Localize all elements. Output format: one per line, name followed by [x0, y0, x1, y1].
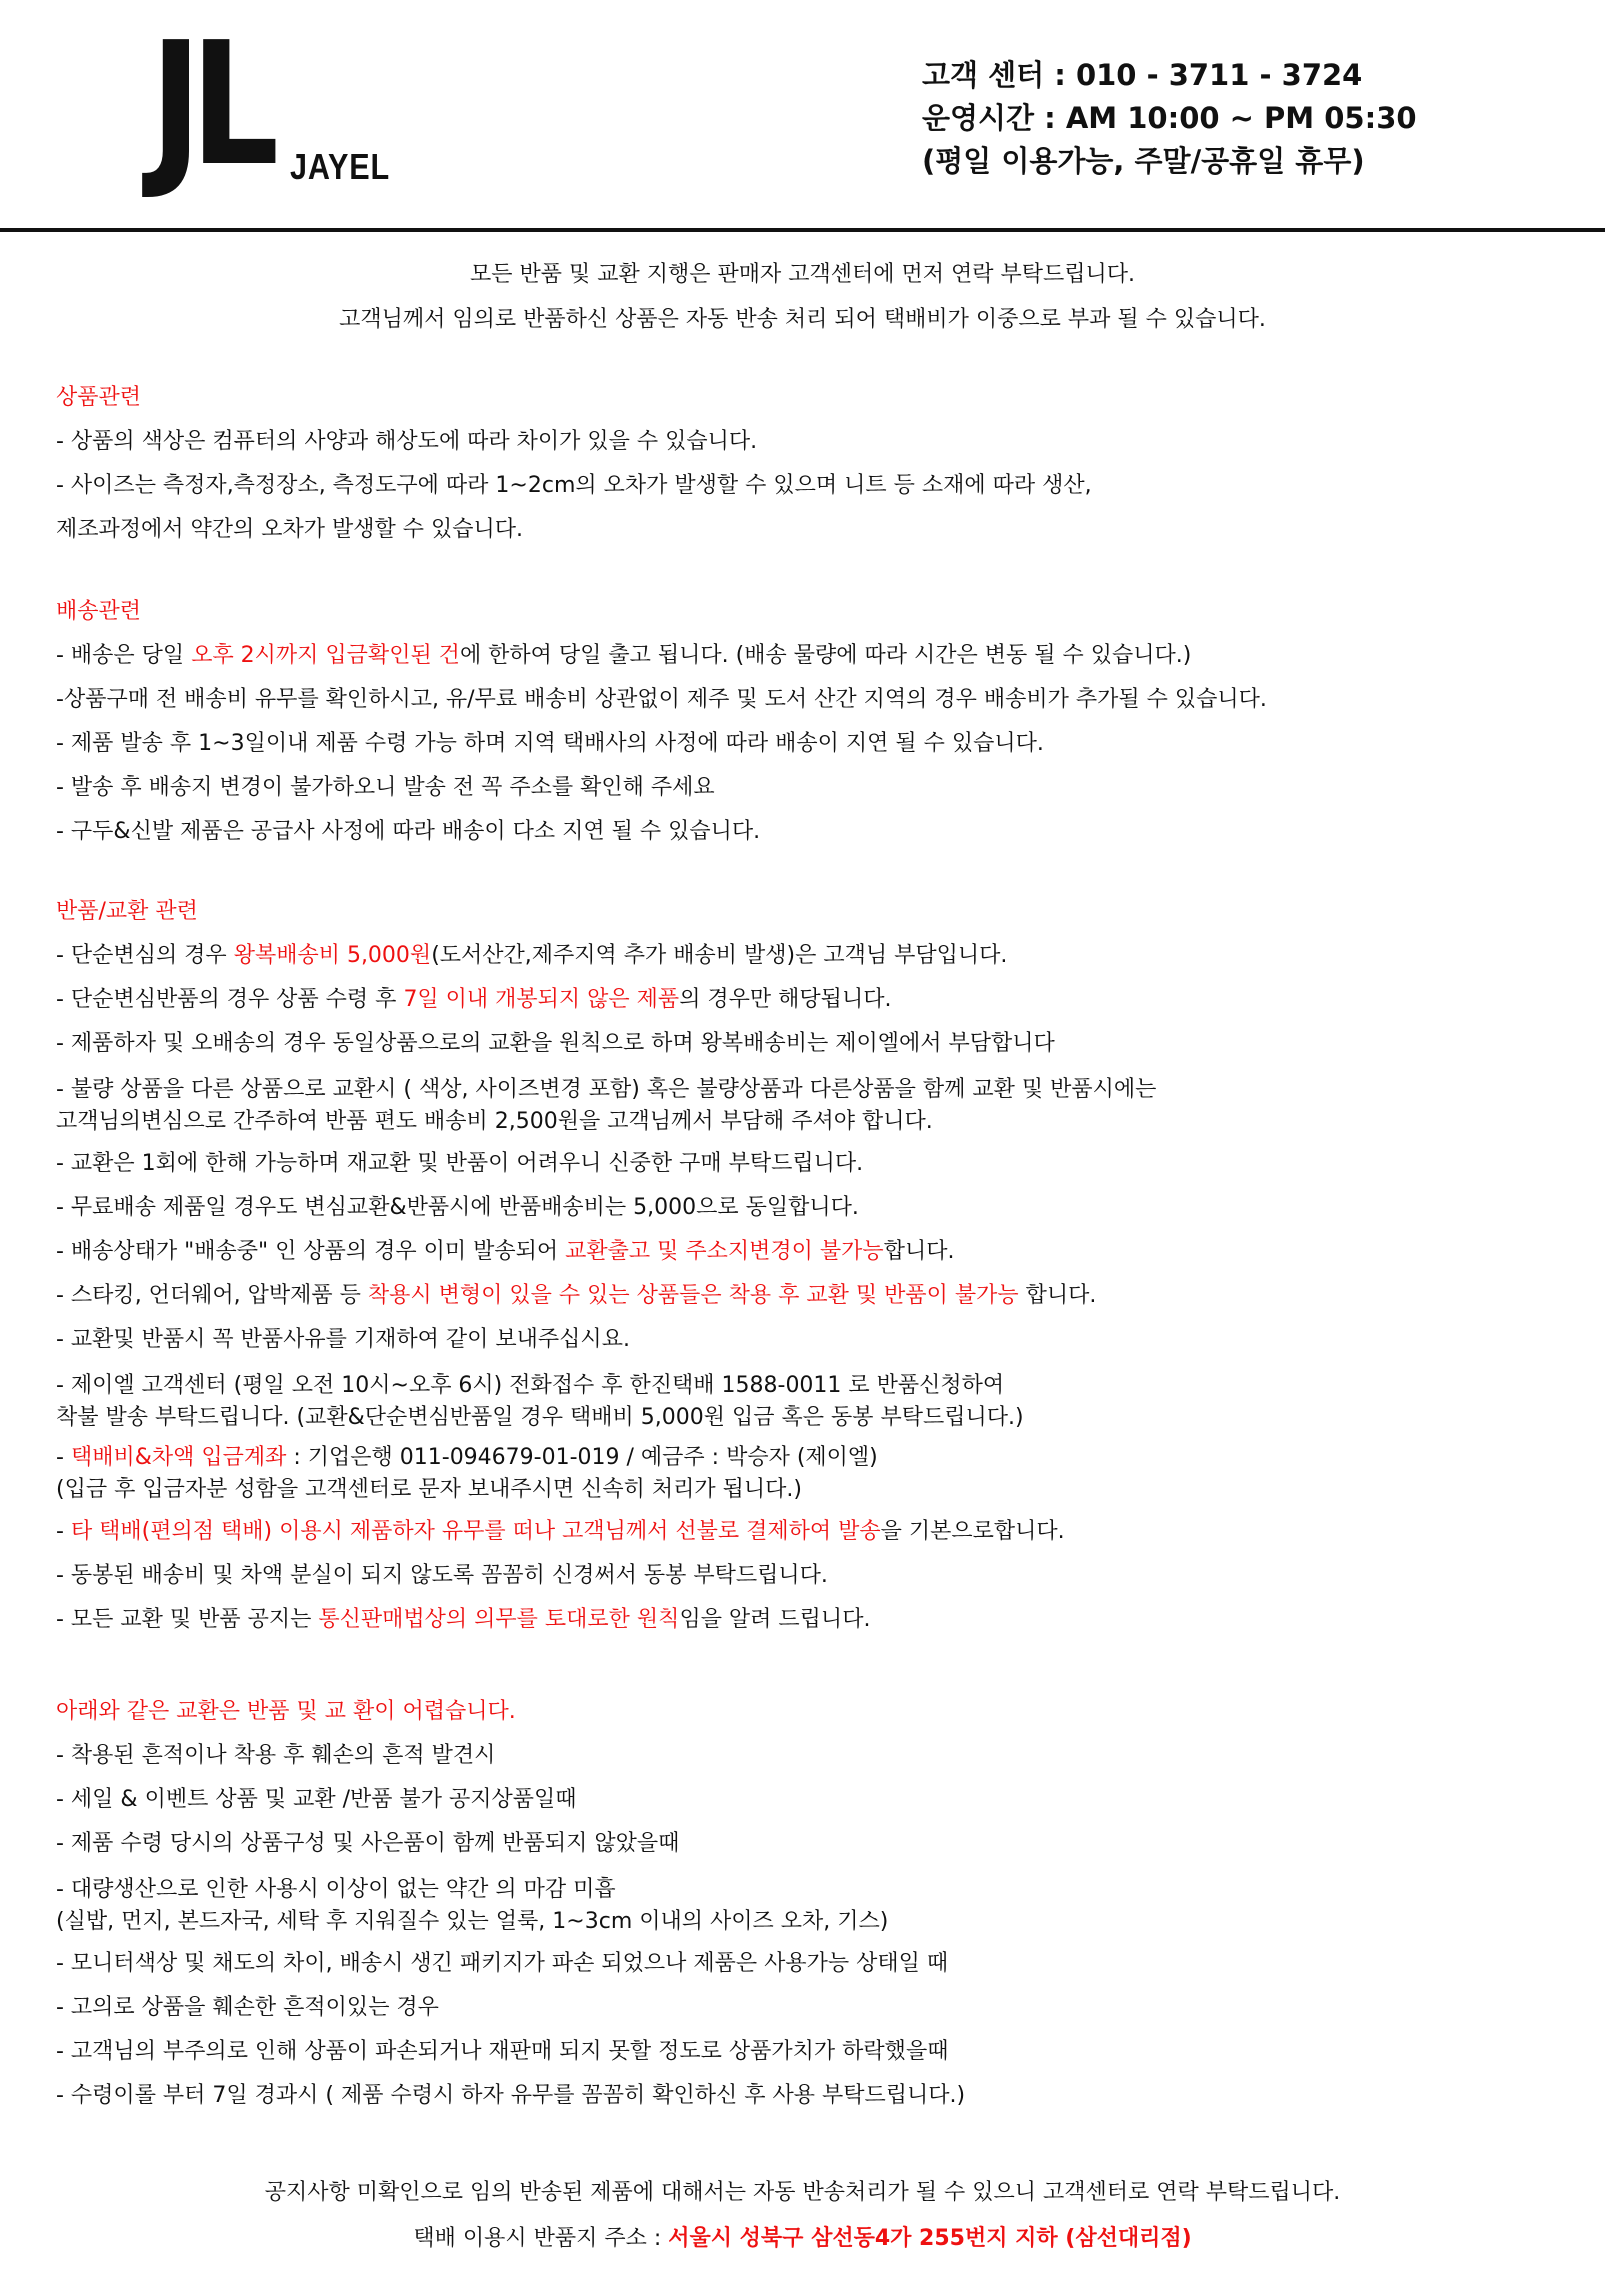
- product-section: [56, 376, 1576, 552]
- notice-line: - 단순변심의 경우 왕복배송비 5,000원(도서산간,제주지역 추가 배송비 발생)은 고객님 부담입니다.: [56, 943, 1008, 968]
- returns-section: [56, 890, 1576, 1642]
- notice-line: - 구두&신발 제품은 공급사 사정에 따라 배송이 다소 지연 될 수 있습니다.: [56, 819, 761, 844]
- logo-mark: JL: [150, 6, 268, 204]
- highlight-text: 7일 이내 개봉되지 않은 제품: [403, 987, 680, 1012]
- notice-line: - 고객님의 부주의로 인해 상품이 파손되거나 재판매 되지 못할 정도로 상품가치가 하락했을때: [56, 2039, 949, 2064]
- highlight-text: 왕복배송비 5,000원: [233, 943, 432, 968]
- highlight-text: 착용시 변형이 있을 수 있는 상품들은 착용 후 교환 및 반품이 불가능: [367, 1283, 1019, 1308]
- notice-line: - 발송 후 배송지 변경이 불가하오니 발송 전 꼭 주소를 확인해 주세요: [56, 775, 715, 800]
- return-address: 서울시 성북구 삼선동4가 255번지 지하 (삼선대리점): [668, 2226, 1192, 2251]
- shipping-section: [56, 590, 1576, 854]
- notice-line: - 단순변심반품의 경우 상품 수령 후 7일 이내 개봉되지 않은 제품의 경우만 해당됩니다.: [56, 987, 892, 1012]
- header-divider: [0, 228, 1605, 232]
- notice-line: - 사이즈는 측정자,측정장소, 측정도구에 따라 1~2cm의 오차가 발생할 수 있으며 니트 등 소재에 따라 생산,: [56, 473, 1092, 498]
- outro-line: 공지사항 미확인으로 임의 반송된 제품에 대해서는 자동 반송처리가 될 수 있으니 고객센터로 연락 부탁드립니다.: [264, 2180, 1341, 2205]
- notice-line: - 수령이롤 부터 7일 경과시 ( 제품 수령시 하자 유무를 꼼꼼히 확인하신 후 사용 부탁드립니다.): [56, 2083, 966, 2108]
- header: [0, 0, 1605, 232]
- notice-line: - 세일 & 이벤트 상품 및 교환 /반품 불가 공지상품일때: [56, 1787, 577, 1812]
- notice-line: - 배송상태가 "배송중" 인 상품의 경우 이미 발송되어 교환출고 및 주소지변경이 불가능합니다.: [56, 1239, 955, 1264]
- highlight-text: 타 택배(편의점 택배) 이용시 제품하자 유무를 떠나 고객님께서 선불로 결제하여 발송: [70, 1519, 881, 1544]
- non-returnable-section: [56, 1690, 1576, 2118]
- notice-line: 제조과정에서 약간의 오차가 발생할 수 있습니다.: [56, 517, 524, 542]
- highlight-text: 택배비&차액 입금계좌: [70, 1445, 287, 1470]
- notice-line: - 제이엘 고객센터 (평일 오전 10시~오후 6시) 전화접수 후 한진택배 1588-0011 로 반품신청하여: [56, 1373, 1005, 1398]
- notice-line: 고객님의변심으로 간주하여 반품 편도 배송비 2,500원을 고객님께서 부담해 주셔야 합니다.: [56, 1109, 933, 1134]
- logo-wordmark: JAYEL: [290, 146, 391, 187]
- notice-line: (입금 후 입금자분 성함을 고객센터로 문자 보내주시면 신속히 처리가 됩니다.): [56, 1477, 802, 1502]
- section-title: 상품관련: [56, 385, 142, 410]
- operating-hours: 운영시간 : AM 10:00 ~ PM 05:30: [922, 101, 1417, 135]
- section-title: 반품/교환 관련: [56, 899, 198, 924]
- highlight-text: 오후 2시까지 입금확인된 건: [191, 643, 460, 668]
- customer-center-phone: 고객 센터 : 010 - 3711 - 3724: [922, 58, 1363, 92]
- notice-line: - 상품의 색상은 컴퓨터의 사양과 해상도에 따라 차이가 있을 수 있습니다.: [56, 429, 758, 454]
- notice-line: (실밥, 먼지, 본드자국, 세탁 후 지워질수 있는 얼룩, 1~3cm 이내의 사이즈 오차, 기스): [56, 1909, 889, 1934]
- notice-line: - 배송은 당일 오후 2시까지 입금확인된 건에 한하여 당일 출고 됩니다. (배송 물량에 따라 시간은 변동 될 수 있습니다.): [56, 643, 1192, 668]
- notice-line: - 제품 발송 후 1~3일이내 제품 수령 가능 하며 지역 택배사의 사정에 따라 배송이 지연 될 수 있습니다.: [56, 731, 1044, 756]
- bank-account-line: - 택배비&차액 입금계좌 : 기업은행 011-094679-01-019 / 예금주 : 박승자 (제이엘): [56, 1445, 878, 1470]
- notice-line: - 타 택배(편의점 택배) 이용시 제품하자 유무를 떠나 고객님께서 선불로 결제하여 발송을 기본으로합니다.: [56, 1519, 1065, 1544]
- closing-notice: [0, 2170, 1605, 2262]
- notice-line: - 모니터색상 및 채도의 차이, 배송시 생긴 패키지가 파손 되었으나 제품은 사용가능 상태일 때: [56, 1951, 949, 1976]
- operating-days-note: (평일 이용가능, 주말/공휴일 휴무): [922, 144, 1365, 178]
- intro-line: 고객님께서 임의로 반품하신 상품은 자동 반송 처리 되어 택배비가 이중으로 부과 될 수 있습니다.: [339, 307, 1266, 332]
- section-title: 아래와 같은 교환은 반품 및 교 환이 어렵습니다.: [56, 1699, 516, 1724]
- notice-line: - 모든 교환 및 반품 공지는 통신판매법상의 의무를 토대로한 원칙임을 알려 드립니다.: [56, 1607, 871, 1632]
- notice-line: - 제품하자 및 오배송의 경우 동일상품으로의 교환을 원칙으로 하며 왕복배송비는 제이엘에서 부담합니다: [56, 1031, 1055, 1056]
- notice-line: - 불량 상품을 다른 상품으로 교환시 ( 색상, 사이즈변경 포함) 혹은 불량상품과 다른상품을 함께 교환 및 반품시에는: [56, 1077, 1157, 1102]
- notice-line: - 동봉된 배송비 및 차액 분실이 되지 않도록 꼼꼼히 신경써서 동봉 부탁드립니다.: [56, 1563, 828, 1588]
- notice-line: - 스타킹, 언더웨어, 압박제품 등 착용시 변형이 있을 수 있는 상품들은 착용 후 교환 및 반품이 불가능 합니다.: [56, 1283, 1097, 1308]
- notice-line: 착불 발송 부탁드립니다. (교환&단순변심반품일 경우 택배비 5,000원 입금 혹은 동봉 부탁드립니다.): [56, 1405, 1024, 1430]
- notice-line: - 고의로 상품을 훼손한 흔적이있는 경우: [56, 1995, 439, 2020]
- notice-line: - 착용된 흔적이나 착용 후 훼손의 흔적 발견시: [56, 1743, 496, 1768]
- notice-line: -상품구매 전 배송비 유무를 확인하시고, 유/무료 배송비 상관없이 제주 및 도서 산간 지역의 경우 배송비가 추가될 수 있습니다.: [56, 687, 1267, 712]
- highlight-text: 통신판매법상의 의무를 토대로한 원칙: [318, 1607, 680, 1632]
- brand-logo: [150, 6, 430, 204]
- intro-notice: [0, 252, 1605, 342]
- return-address-line: 택배 이용시 반품지 주소 : 서울시 성북구 삼선동4가 255번지 지하 (삼선대리점): [413, 2226, 1192, 2251]
- intro-line: 모든 반품 및 교환 지행은 판매자 고객센터에 먼저 연락 부탁드립니다.: [470, 262, 1135, 287]
- notice-line: - 교환은 1회에 한해 가능하며 재교환 및 반품이 어려우니 신중한 구매 부탁드립니다.: [56, 1151, 864, 1176]
- notice-line: - 대량생산으로 인한 사용시 이상이 없는 약간 의 마감 미흡: [56, 1877, 616, 1902]
- section-title: 배송관련: [56, 599, 142, 624]
- notice-line: - 무료배송 제품일 경우도 변심교환&반품시에 반품배송비는 5,000으로 동일합니다.: [56, 1195, 859, 1220]
- notice-line: - 제품 수령 당시의 상품구성 및 사은품이 함께 반품되지 않았을때: [56, 1831, 680, 1856]
- highlight-text: 교환출고 및 주소지변경이 불가능: [565, 1239, 884, 1264]
- notice-line: - 교환및 반품시 꼭 반품사유를 기재하여 같이 보내주십시요.: [56, 1327, 630, 1352]
- contact-info: [922, 54, 1417, 183]
